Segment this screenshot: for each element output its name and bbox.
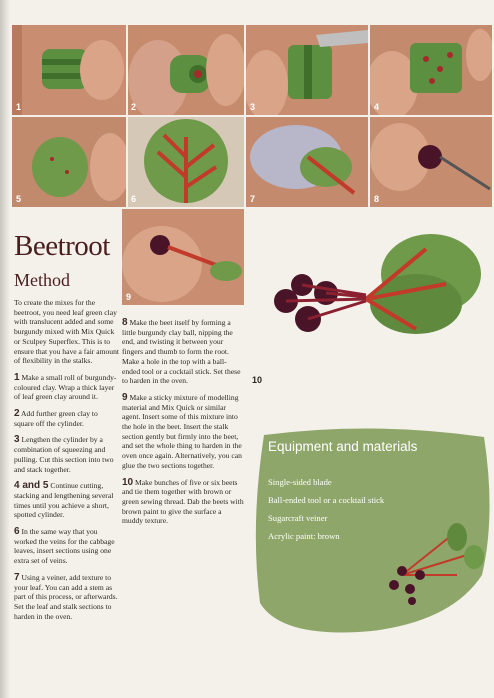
- step-3: [14, 435, 119, 474]
- step-4-5: [14, 481, 119, 520]
- section-heading-method: Method: [14, 270, 70, 290]
- equipment-item: Acrylic paint: brown: [268, 531, 340, 541]
- page-title: Beetroot: [14, 230, 110, 262]
- photo-number: 4: [374, 102, 380, 112]
- step-number: 2: [14, 408, 20, 420]
- step-8: [122, 318, 244, 386]
- page-binding-shadow: [0, 0, 10, 698]
- photo-number: 2: [131, 102, 137, 112]
- equipment-item: Ball-ended tool or a cocktail stick: [268, 495, 385, 505]
- step-text: In the same way that you worked the veins for the cabbage leaves, insert sections using one extra set of veins.: [14, 527, 115, 566]
- photo-number: 5: [16, 194, 22, 204]
- step-text: Make a sticky mixture of modelling material and Mix Quick or similar agent. Insert some of this mixture into the hole in the beet. Insert the stalk section gently but firmly into the beet, and set the whole thing to harden in the oven once again. Alternatively, you can glue the two sections together.: [122, 392, 242, 470]
- equipment-panel: [252, 425, 492, 643]
- photo-number: 6: [131, 194, 137, 204]
- step-number: 4 and 5: [14, 480, 49, 492]
- step-9: [122, 393, 244, 471]
- photo-step-5: [12, 117, 126, 207]
- step-text: Lengthen the cylinder by a combination of squeezing and pulling. Cut this section into two and stack together.: [14, 435, 114, 474]
- photo-number: 1: [16, 102, 22, 112]
- step-text: Add further green clay to square off the cylinder.: [14, 409, 98, 428]
- equipment-item: Single-sided blade: [268, 477, 332, 487]
- step-text: Using a veiner, add texture to your leaf. You can add a stem as part of this process, or afterwards. Set the leaf and stalk sections to harden in the oven.: [14, 572, 118, 621]
- photo-step-9: [122, 209, 244, 305]
- step-number: 10: [122, 476, 134, 488]
- step-number: 6: [14, 526, 20, 538]
- photo-step-1: [12, 25, 126, 115]
- photo-step-2: [128, 25, 244, 115]
- step-2: [14, 409, 119, 428]
- step-number: 3: [14, 434, 20, 446]
- equipment-item: Sugarcraft veiner: [268, 513, 328, 523]
- step-text: Continue cutting, stacking and lengthening several times until you achieve a short, spotted cylinder.: [14, 481, 114, 520]
- step-text: Make a small roll of burgundy-coloured clay. Wrap a thick layer of leaf green clay around it.: [14, 372, 117, 402]
- step-6: [14, 527, 119, 566]
- step-1: [14, 373, 119, 402]
- photo-number: 9: [126, 292, 132, 302]
- step-text: Make the beet itself by forming a little burgundy clay ball, nipping the end, and twisting it between your fingers and thumb to form the root. Make a hole in the top with a ball-ended tool or a cocktail stick. Set these to harden in the oven.: [122, 318, 241, 386]
- photo-step-8: [370, 117, 492, 207]
- step-number: 7: [14, 571, 20, 583]
- photo-step-7: [246, 117, 368, 207]
- photo-step-3: [246, 25, 368, 115]
- photo-number: 7: [250, 194, 256, 204]
- photo-number: 10: [252, 375, 263, 385]
- step-number: 9: [122, 391, 128, 403]
- step-number: 1: [14, 371, 20, 383]
- step-10: [122, 478, 244, 527]
- equipment-heading: Equipment and materials: [268, 439, 418, 454]
- step-7: [14, 573, 119, 622]
- instructions-left-column: [14, 298, 119, 628]
- step-text: Make bunches of five or six beets and tie them together with brown or green sewing thread. Dab the beets with brown paint to give the surface a muddy texture.: [122, 477, 244, 526]
- photo-step-10: [246, 209, 492, 389]
- photo-step-4: [370, 25, 492, 115]
- equipment-list: [268, 473, 384, 545]
- step-number: 8: [122, 317, 128, 328]
- photo-step-6: [128, 117, 244, 207]
- photo-number: 8: [374, 194, 380, 204]
- intro-paragraph: To create the mixes for the beetroot, you need leaf green clay with translucent added and some burgundy mixed with Mix Quick or Sculpey Superflex. This is to ensure that you have a fair amount of flexibility in the stalks.: [14, 298, 120, 366]
- instructions-right-column: [122, 318, 244, 533]
- photo-number: 3: [250, 102, 256, 112]
